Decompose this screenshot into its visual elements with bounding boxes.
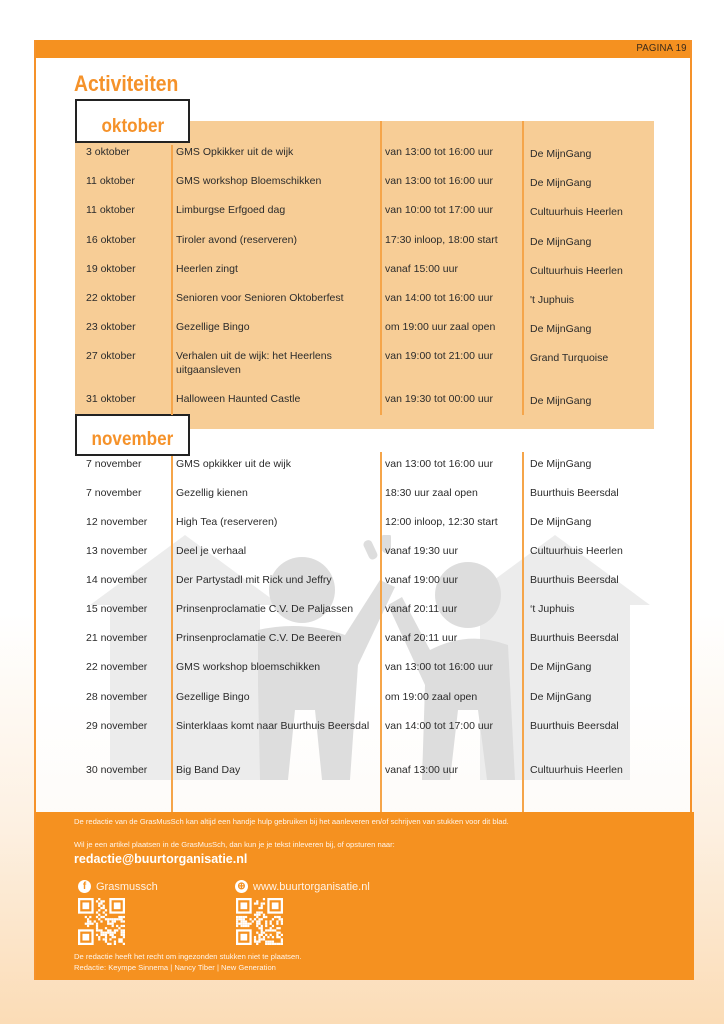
facebook-label: Grasmussch — [96, 880, 158, 893]
event-date: 19 oktober — [86, 263, 136, 275]
event-location: De MijnGang — [530, 458, 592, 470]
month-label-october — [75, 99, 190, 143]
event-location: Buurthuis Beersdal — [530, 632, 619, 644]
footer-submit-text: Wil je een artikel plaatsen in de GrasMusSch, dan kun je je tekst inleveren bij, of opsturen naar: — [74, 840, 395, 849]
event-time: om 19:00 uur zaal open — [385, 321, 496, 333]
event-activity: Verhalen uit de wijk: het Heerlens uitgaansleven — [176, 350, 332, 376]
event-date: 16 oktober — [86, 234, 136, 246]
website-link[interactable] — [235, 880, 370, 893]
page — [34, 40, 692, 980]
event-time: vanaf 13:00 uur — [385, 764, 458, 776]
house-left-shape — [90, 535, 280, 780]
event-date: 22 november — [86, 661, 148, 673]
header-bar — [36, 40, 690, 58]
event-location: Cultuurhuis Heerlen — [530, 764, 623, 776]
event-date: 21 november — [86, 632, 148, 644]
month-name: oktober — [101, 116, 164, 137]
event-location: Buurthuis Beersdal — [530, 574, 619, 586]
event-location: Buurthuis Beersdal — [530, 720, 619, 732]
event-activity: GMS workshop Bloemschikken — [176, 175, 322, 187]
event-date: 7 november — [86, 458, 142, 470]
event-activity: Gezellige Bingo — [176, 321, 250, 333]
event-date: 31 oktober — [86, 393, 136, 405]
community-watermark-icon — [90, 535, 650, 780]
event-activity: GMS Opkikker uit de wijk — [176, 146, 294, 158]
event-time: van 19:30 tot 00:00 uur — [385, 393, 493, 405]
event-date: 23 oktober — [86, 321, 136, 333]
footer-disclaimer: De redactie heeft het recht om ingezonden stukken niet te plaatsen. — [74, 952, 302, 961]
event-activity: Tiroler avond (reserveren) — [176, 234, 297, 246]
event-location: Grand Turquoise — [530, 352, 609, 364]
event-date: 14 november — [86, 574, 148, 586]
event-time: vanaf 19:00 uur — [385, 574, 458, 586]
event-date: 27 oktober — [86, 350, 136, 362]
month-name: november — [91, 429, 174, 450]
facebook-icon: f — [78, 880, 91, 893]
event-time: om 19:00 zaal open — [385, 691, 478, 703]
event-location: De MijnGang — [530, 516, 592, 528]
event-location: De MijnGang — [530, 691, 592, 703]
event-activity: Halloween Haunted Castle — [176, 393, 301, 405]
event-activity: Heerlen zingt — [176, 263, 238, 275]
event-activity: GMS workshop bloemschikken — [176, 661, 321, 673]
facebook-link[interactable] — [78, 880, 158, 893]
event-activity: Limburgse Erfgoed dag — [176, 204, 286, 216]
event-location: Cultuurhuis Heerlen — [530, 206, 623, 218]
event-date: 3 oktober — [86, 146, 130, 158]
event-activity: Senioren voor Senioren Oktoberfest — [176, 292, 344, 304]
event-date: 13 november — [86, 545, 148, 557]
event-date: 11 oktober — [86, 175, 135, 187]
event-date: 12 november — [86, 516, 148, 528]
event-time: van 13:00 tot 16:00 uur — [385, 146, 493, 158]
page-number: PAGINA 19 — [636, 42, 687, 54]
event-time: 18:30 uur zaal open — [385, 487, 478, 499]
event-date: 29 november — [86, 720, 148, 732]
event-location: 't Juphuis — [530, 294, 575, 306]
event-time: van 10:00 tot 17:00 uur — [385, 204, 493, 216]
event-location: De MijnGang — [530, 177, 592, 189]
event-activity: Big Band Day — [176, 764, 241, 776]
event-time: 17:30 inloop, 18:00 start — [385, 234, 498, 246]
event-time: vanaf 20:11 uur — [385, 632, 458, 644]
event-time: van 19:00 tot 21:00 uur — [385, 350, 493, 362]
qr-code-website — [236, 898, 283, 945]
event-date: 7 november — [86, 487, 142, 499]
event-activity: Prinsenproclamatie C.V. De Paljassen — [176, 603, 354, 615]
event-activity: GMS opkikker uit de wijk — [176, 458, 291, 470]
event-location: De MijnGang — [530, 148, 592, 160]
person-right-head — [435, 562, 501, 628]
event-time: vanaf 19:30 uur — [385, 545, 458, 557]
footer-email-link[interactable]: redactie@buurtorganisatie.nl — [74, 852, 248, 866]
event-activity: Gezellig kienen — [176, 487, 248, 499]
event-time: vanaf 15:00 uur — [385, 263, 458, 275]
event-date: 30 november — [86, 764, 148, 776]
event-activity: High Tea (reserveren) — [176, 516, 278, 528]
event-activity: Sinterklaas komt naar Buurthuis Beersdal — [176, 720, 370, 732]
event-time: van 14:00 tot 17:00 uur — [385, 720, 493, 732]
footer-credits: Redactie: Keympe Sinnema | Nancy Tiber | New Generation — [74, 963, 276, 972]
event-time: van 13:00 tot 16:00 uur — [385, 175, 493, 187]
event-location: Cultuurhuis Heerlen — [530, 265, 623, 277]
page-title: Activiteiten — [74, 71, 179, 96]
event-location: De MijnGang — [530, 661, 592, 673]
qr-code-facebook — [78, 898, 125, 945]
event-date: 15 november — [86, 603, 148, 615]
event-location: Cultuurhuis Heerlen — [530, 545, 623, 557]
event-location: Buurthuis Beersdal — [530, 487, 619, 499]
event-date: 11 oktober — [86, 204, 135, 216]
event-location: De MijnGang — [530, 236, 592, 248]
footer-intro: De redactie van de GrasMusSch kan altijd een handje hulp gebruiken bij het aanleveren en/of schrijven van stukken voor dit blad. — [74, 817, 509, 826]
event-time: 12:00 inloop, 12:30 start — [385, 516, 498, 528]
event-activity: Der Partystadl mit Rick und Jeffry — [176, 574, 332, 586]
event-time: van 14:00 tot 16:00 uur — [385, 292, 493, 304]
event-location: De MijnGang — [530, 395, 592, 407]
event-date: 22 oktober — [86, 292, 136, 304]
event-location: ‘t Juphuis — [530, 603, 575, 615]
footer — [36, 812, 694, 980]
month-label-november — [75, 414, 190, 456]
event-activity: Gezellige Bingo — [176, 691, 250, 703]
column-divider — [380, 452, 382, 812]
website-label: www.buurtorganisatie.nl — [253, 880, 370, 893]
event-time: van 13:00 tot 16:00 uur — [385, 661, 493, 673]
globe-icon: ⊕ — [235, 880, 248, 893]
event-location: De MijnGang — [530, 323, 592, 335]
event-time: vanaf 20:11 uur — [385, 603, 458, 615]
event-time: van 13:00 tot 16:00 uur — [385, 458, 493, 470]
event-activity: Prinsenproclamatie C.V. De Beeren — [176, 632, 342, 644]
event-date: 28 november — [86, 691, 148, 703]
column-divider — [380, 121, 382, 415]
event-activity: Deel je verhaal — [176, 545, 247, 557]
